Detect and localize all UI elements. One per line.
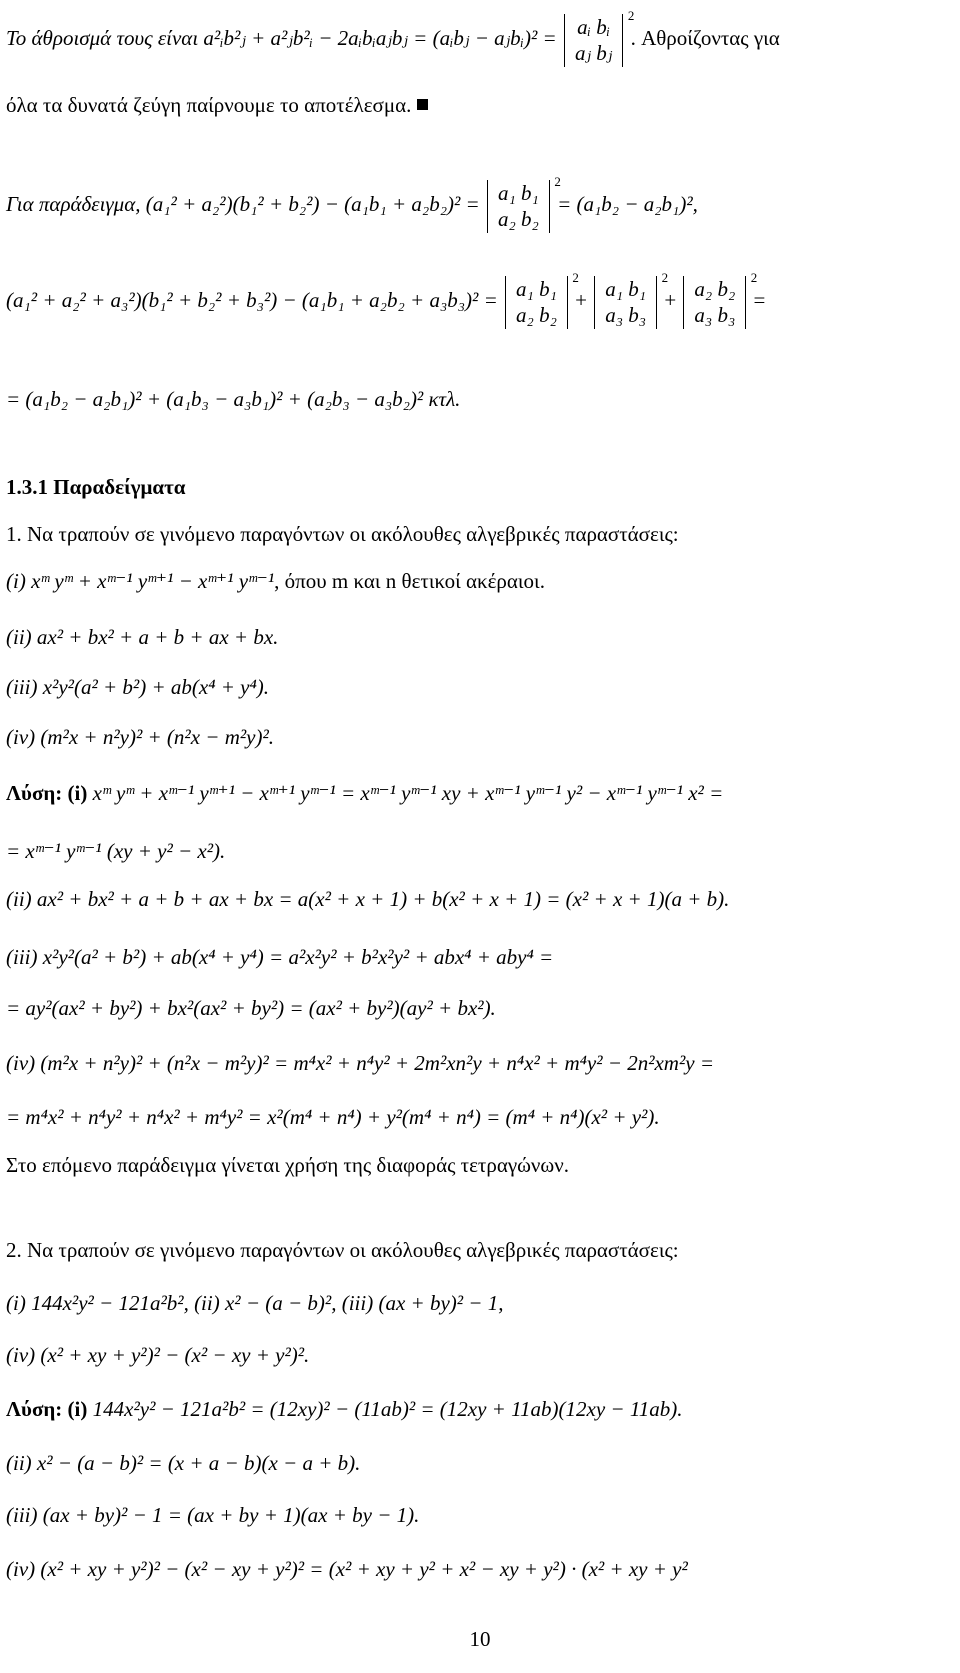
solution-1-iii-cont: = ay²(ax² + by²) + bx²(ax² + by²) = (ax² + by²)(ay² + bx²). xyxy=(6,996,496,1020)
solution-2-i: Λύση: (i) 144x²y² − 121a²b² = (12xy)² − (11ab)² = (12xy + 11ab)(12xy − 11ab). xyxy=(6,1397,683,1421)
text-line-note: Στο επόμενο παράδειγμα γίνεται χρήση της διαφοράς τετραγώνων. xyxy=(6,1153,569,1177)
solution-1-ii: (ii) ax² + bx² + a + b + ax + bx = a(x² + x + 1) + b(x² + x + 1) = (x² + x + 1)(a + b). xyxy=(6,887,730,911)
exercise-1-part-iii: (iii) x²y²(a² + b²) + ab(x⁴ + y⁴). xyxy=(6,675,270,699)
solution-2-ii: (ii) x² − (a − b)² = (x + a − b)(x − a + b). xyxy=(6,1451,361,1475)
text-line-expansion: = (a₁b₂ − a₂b₁)² + (a₁b₃ − a₃b₁)² + (a₂b₃ − a₃b₂)² κτλ. xyxy=(6,387,461,411)
sum-formula: Το άθροισμά τους είναι a²ᵢb²ⱼ + a²ⱼb²ᵢ − 2aᵢbᵢaⱼbⱼ = (aᵢbⱼ − aⱼbᵢ)² = xyxy=(6,26,557,51)
exercise-2-parts: (i) 144x²y² − 121a²b², (ii) x² − (a − b)², (iii) (ax + by)² − 1, xyxy=(6,1291,504,1315)
text-line-pairs: όλα τα δυνατά ζεύγη παίρνουμε το αποτέλεσμα. xyxy=(6,92,940,118)
exercise-1-part-iv: (iv) (m²x + n²y)² + (n²x − m²y)². xyxy=(6,725,275,749)
solution-1-iv-cont: = m⁴x² + n⁴y² + n⁴x² + m⁴y² = x²(m⁴ + n⁴) + y²(m⁴ + n⁴) = (m⁴ + n⁴)(x² + y²). xyxy=(6,1105,660,1129)
end-of-proof-square-icon xyxy=(417,99,428,110)
solution-1-i: Λύση: (i) xᵐ yᵐ + xᵐ⁻¹ yᵐ⁺¹ − xᵐ⁺¹ yᵐ⁻¹ = xᵐ⁻¹ yᵐ⁻¹ xy + xᵐ⁻¹ yᵐ⁻¹ y² − xᵐ⁻¹ yᵐ⁻¹ x² = xyxy=(6,781,724,805)
determinant-ij: aᵢ bᵢ aⱼ bⱼ 2 xyxy=(564,14,623,67)
example-two-terms: Για παράδειγμα, (a₁² + a₂²)(b₁² + b₂²) − (a₁b₁ + a₂b₂)² = a₁ b₁ a₂ b₂ 2 = (a₁b₂ − a₂b₁)², xyxy=(6,174,698,232)
exercise-1-part-ii: (ii) ax² + bx² + a + b + ax + bx. xyxy=(6,625,279,649)
exercise-1-part-i: (i) xᵐ yᵐ + xᵐ⁻¹ yᵐ⁺¹ − xᵐ⁺¹ yᵐ⁻¹, όπου m και n θετικοί ακέραιοι. xyxy=(6,569,545,593)
solution-2-iii: (iii) (ax + by)² − 1 = (ax + by + 1)(ax + by − 1). xyxy=(6,1503,420,1527)
determinant-23: a₂ b₂ a₃ b₃ 2 xyxy=(683,276,746,329)
solution-1-iv: (iv) (m²x + n²y)² + (n²x − m²y)² = m⁴x² + n⁴y² + 2m²xn²y + n⁴x² + m⁴y² − 2n²xm²y = xyxy=(6,1051,715,1075)
determinant-12: a₁ b₁ a₂ b₂ 2 xyxy=(487,180,550,233)
section-heading: 1.3.1 Παραδείγματα xyxy=(6,475,186,499)
solution-1-i-cont: = xᵐ⁻¹ yᵐ⁻¹ (xy + y² − x²). xyxy=(6,839,226,863)
determinant-12b: a₁ b₁ a₂ b₂ 2 xyxy=(505,276,568,329)
exercise-2-part-iv: (iv) (x² + xy + y²)² − (x² − xy + y²)². xyxy=(6,1343,310,1367)
text-line-sum xyxy=(6,8,940,67)
solution-2-iv: (iv) (x² + xy + y²)² − (x² − xy + y²)² = (x² + xy + y² + x² − xy + y²) · (x² + xy + y² xyxy=(6,1557,688,1581)
exercise-2-statement: 2. Να τραπούν σε γινόμενο παραγόντων οι ακόλουθες αλγεβρικές παραστάσεις: xyxy=(6,1238,679,1262)
exercise-1-statement: 1. Να τραπούν σε γινόμενο παραγόντων οι ακόλουθες αλγεβρικές παραστάσεις: xyxy=(6,522,679,546)
determinant-13: a₁ b₁ a₃ b₃ 2 xyxy=(594,276,657,329)
sum-text-cont: . Αθροίζοντας για xyxy=(630,26,780,51)
example-three-terms: (a₁² + a₂² + a₃²)(b₁² + b₂² + b₃²) − (a₁b₁ + a₂b₂ + a₃b₃)² = a₁ b₁ a₂ b₂ 2 + a₁ b₁ a₃ b₃ 2 + a₂ b₂ a₃ b₃ 2 = xyxy=(6,270,766,328)
page-number: 10 xyxy=(469,1627,491,1651)
solution-1-iii: (iii) x²y²(a² + b²) + ab(x⁴ + y⁴) = a²x²y² + b²x²y² + abx⁴ + aby⁴ = xyxy=(6,945,554,969)
